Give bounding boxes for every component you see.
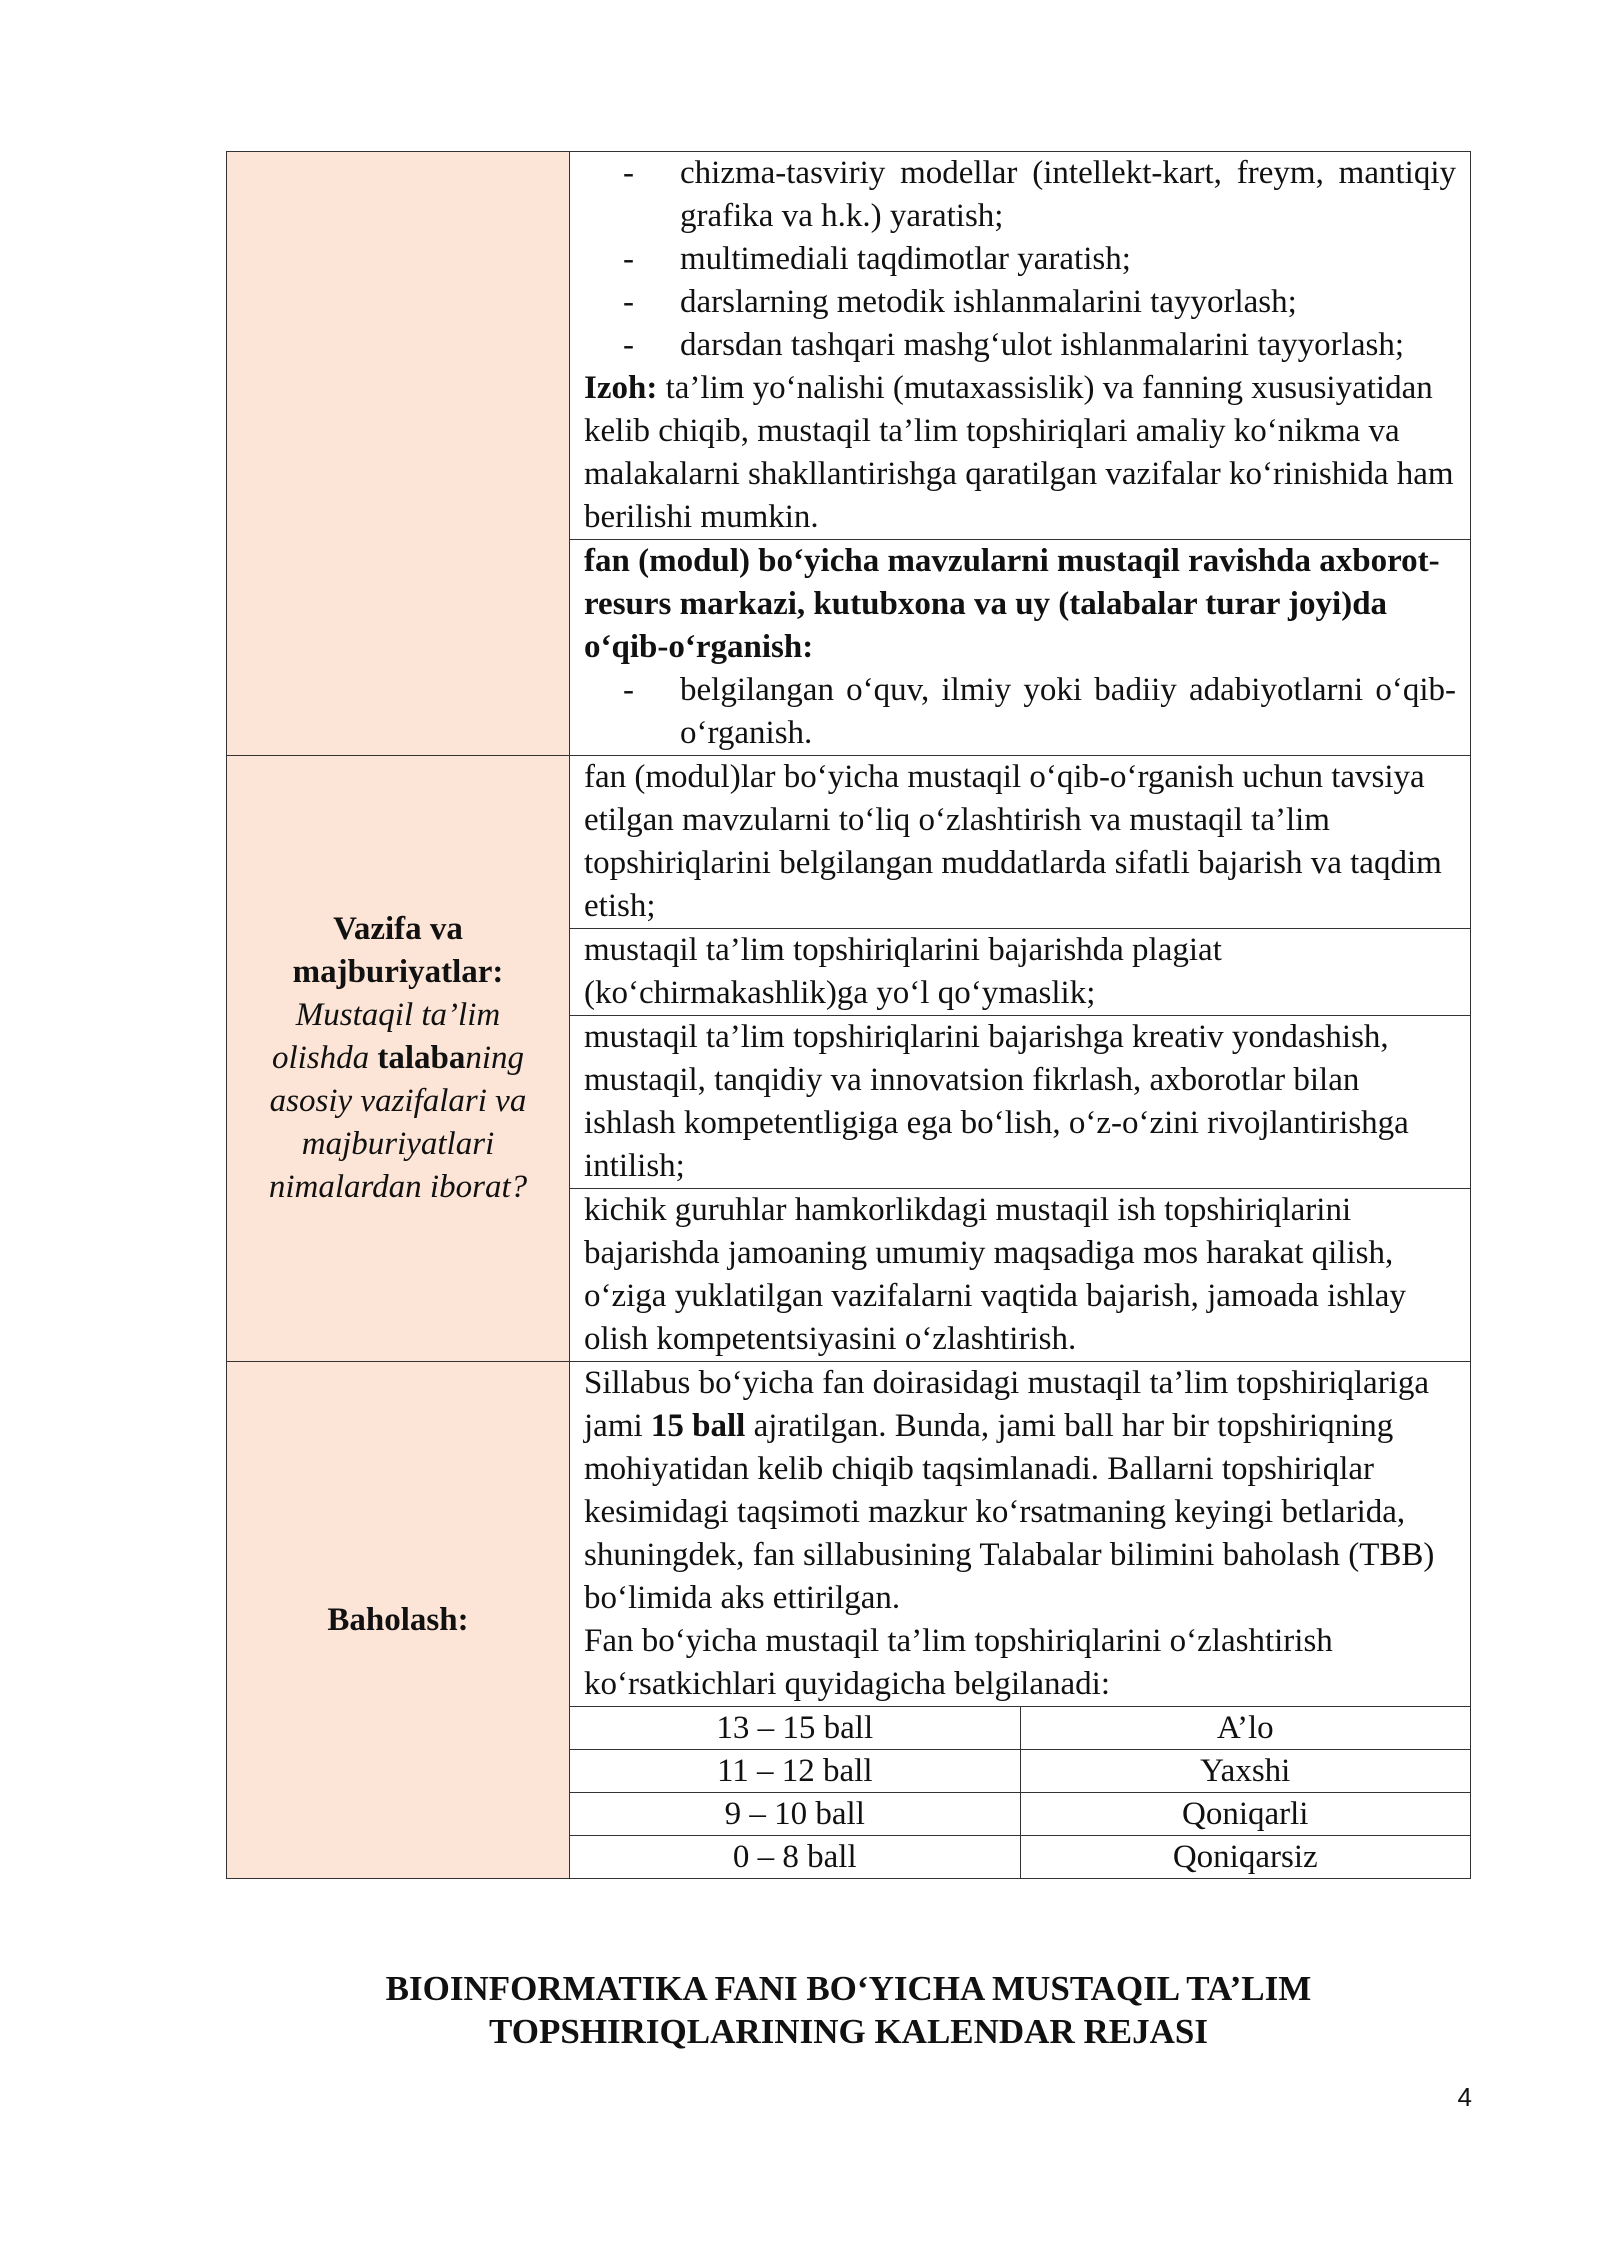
tasks-cell (570, 152, 1471, 540)
section-heading: BIOINFORMATIKA FANI BO‘YICHA MUSTAQIL TA’LIM TOPSHIRIQLARINING KALENDAR REJASI (385, 1969, 1312, 2051)
table-row (227, 152, 1471, 540)
list-item: - darslarning metodik ishlanmalarini tayyorlash; (623, 284, 1297, 320)
table-row (227, 756, 1471, 929)
empty-label-cell (227, 152, 570, 756)
page-number: 4 (1457, 2082, 1472, 2112)
assessment-label-cell (227, 1362, 570, 1879)
note-label: Izoh: (584, 370, 658, 406)
duties-label: Vazifa va majburiyatlar: (292, 911, 504, 990)
duty-item: fan (modul)lar bo‘yicha mustaqil o‘qib-o‘rganish uchun tavsiya etilgan mavzularni to‘liq o‘zlashtirish va mustaqil ta’lim topshiriqlarini belgilangan muddatlarda sifatli bajarish va taqdim etish; (570, 756, 1471, 929)
assessment-label: Baholash: (327, 1601, 469, 1638)
duty-item: mustaqil ta’lim topshiriqlarini bajarishda plagiat (ko‘chirmakashlik)ga yo‘l qo‘ymaslik; (570, 929, 1471, 1016)
duty-item: mustaqil ta’lim topshiriqlarini bajarishga kreativ yondashish, mustaqil, tanqidiy va innovatsion fikrlash, axborotlar bilan ishlash kompetentligiga ega bo‘lish, o‘z-o‘zini rivojlantirishga intilish; (570, 1016, 1471, 1189)
assessment-text-2: Fan bo‘yicha mustaqil ta’lim topshiriqlarini o‘zlashtirish ko‘rsatkichlari quyidagicha belgilanadi: (584, 1623, 1333, 1702)
reading-cell (570, 540, 1471, 756)
list-item: - belgilangan o‘quv, ilmiy yoki badiiy adabiyotlarni o‘qib-o‘rganish. (623, 672, 1456, 751)
list-item: - multimediali taqdimotlar yaratish; (623, 241, 1131, 277)
grade-table (570, 1706, 1470, 1878)
table-row: 9 – 10 ball Qoniqarli (570, 1793, 1470, 1836)
list-item: - darsdan tashqari mashg‘ulot ishlanmalarini tayyorlash; (623, 327, 1404, 363)
assessment-text: Sillabus bo‘yicha fan doirasidagi mustaqil ta’lim topshiriqlariga jami 15 ball ajratilgan. Bunda, jami ball har bir topshiriqning mohiyatidan kelib chiqib taqsimlanadi. Ballarni topshiriqlar kesimidagi taqsimoti mazkur ko‘rsatmaning keyingi betlarida, shuningdek, fan sillabusining Talabalar bilimini baholash (TBB) bo‘limida aks ettirilgan. Fan bo‘yicha mustaqil ta’lim topshiriqlarini o‘zlashtirish ko‘rsatkichlari quyidagicha belgilanadi: (570, 1362, 1470, 1706)
table-row: 13 – 15 ball A’lo (570, 1707, 1470, 1750)
duties-question: Mustaqil ta’lim olishda talabaning asosiy vazifalari va majburiyatlari nimalardan iborat? (268, 997, 528, 1205)
list-item: - chizma-tasviriy modellar (intellekt-kart, freym, mantiqiy grafika va h.k.) yaratish; (623, 155, 1456, 234)
duty-item: kichik guruhlar hamkorlikdagi mustaqil ish topshiriqlarini bajarishda jamoaning umumiy maqsadiga mos harakat qilish, o‘ziga yuklatilgan vazifalarni vaqtida bajarish, jamoada ishlay olish kompetentsiyasini o‘zlashtirish. (570, 1189, 1471, 1362)
assessment-cell (570, 1362, 1471, 1879)
table-row (227, 1362, 1471, 1879)
duties-label-cell (227, 756, 570, 1362)
table-row: 11 – 12 ball Yaxshi (570, 1750, 1470, 1793)
reading-title: fan (modul) bo‘yicha mavzularni mustaqil ravishda axborot-resurs markazi, kutubxona va uy (talabalar turar joyi)da o‘qib-o‘rganish: (584, 543, 1440, 665)
table-row: 0 – 8 ball Qoniqarsiz (570, 1836, 1470, 1879)
content-table (226, 151, 1471, 1879)
note-paragraph: Izoh: ta’lim yo‘nalishi (mutaxassislik) va fanning xususiyatidan kelib chiqib, mustaqil ta’lim topshiriqlari amaliy ko‘nikma va malakalarni shakllantirishga qaratilgan vazifalar ko‘rinishida ham berilishi mumkin. (584, 370, 1454, 535)
